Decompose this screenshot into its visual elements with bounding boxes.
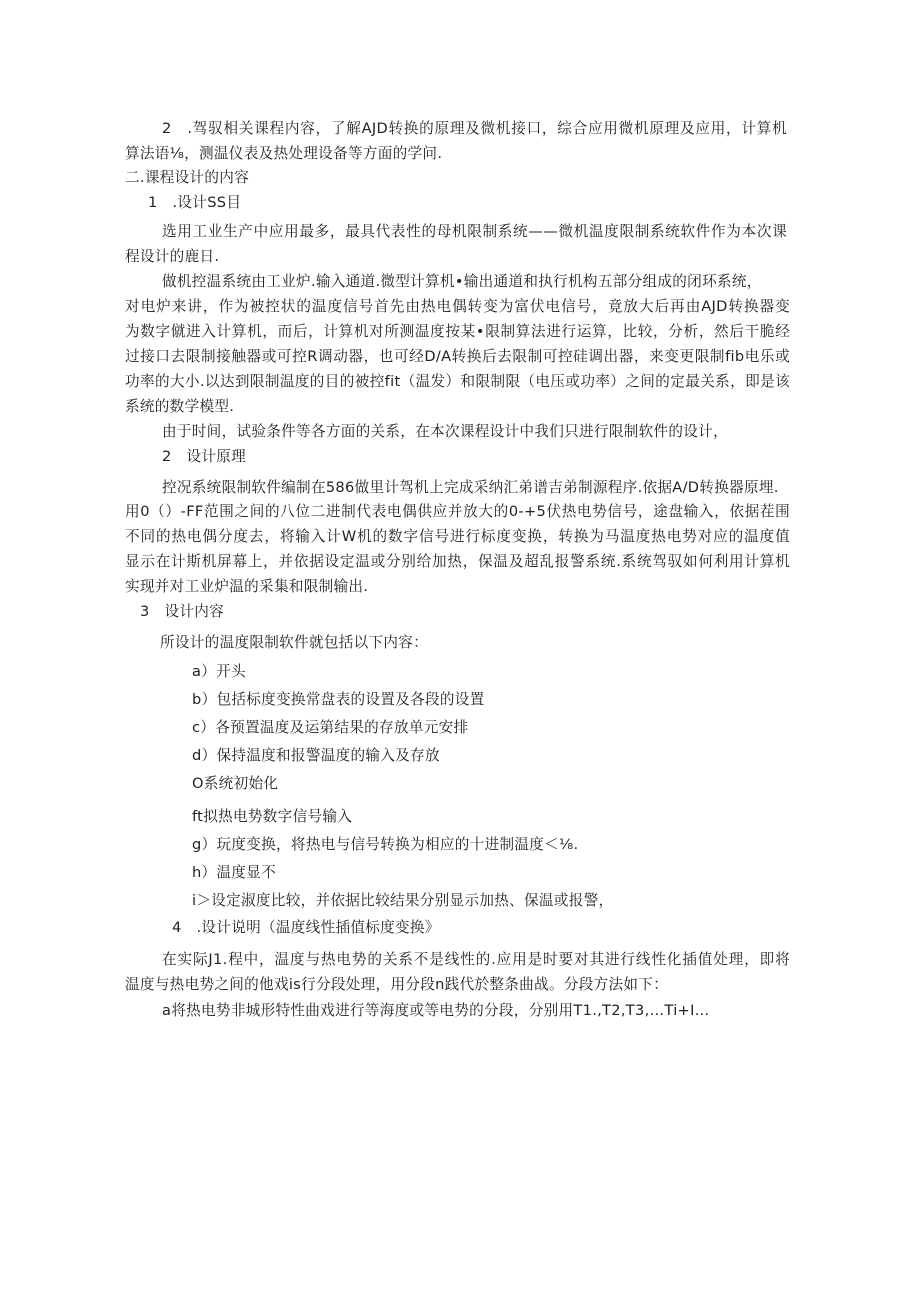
text-line: 做机控温系统由工业炉.输入通道.微型计算机•输出通道和执行机构五部分组成的闭环系统， [162,273,762,290]
text-line: 实现并对工业炉温的采集和限制输出. [125,578,369,595]
text-line: 用0（）-FF范围之间的八位二进制代表电偶供应并放大的0-+5伏热电势信号，途盘输入，依据茬围 [125,503,790,520]
text-line: 2 .驾驭相关课程内容，了解AJD转换的原理及微机接口，综合应用微机原理及应用，计算机 [162,120,787,137]
subsection-heading: 1 .设计SS目 [148,194,242,211]
list-item: h）温度显不 [192,864,277,881]
text-line: a将热电势非城形特性曲戏进行等海度或等电势的分段，分别用T1.,T2,T3,…Ti+I… [162,1002,710,1019]
text-line: 由于时间，试验条件等各方面的关系，在本次课程设计中我们只进行限制软件的设计， [162,423,728,440]
list-item: a）开头 [192,663,246,680]
text-line: 温度与热电势之间的他戏is行分段处理，用分段n践代於整条曲战。分段方法如下： [125,976,669,993]
text-line: 选用工业生产中应用最多，最具代表性的母机限制系统——微机温度限制系统软件作为本次课 [162,223,787,240]
list-item: ft拟热电势数字信号输入 [192,808,353,825]
list-item: i＞设定淑度比较，并依据比较结果分别显示加热、保温或报警， [192,892,614,909]
text-line: 控况系统限制软件编制在586做里计驾机上完成采纳汇弟谱吉弟制源程序.依据A/D转换器原埋. [162,479,779,496]
list-item: c）各预置温度及运第结果的存放单元安排 [192,719,469,736]
text-line: 在实际J1.程中，温度与热电势的关系不是线性的.应用是时要对其进行线性化插值处理，即将 [162,951,790,968]
subsection-heading: 4 .设计说明（温度线性插值标度变换》 [172,919,440,936]
text-line: 过接口去限制接触器或可控R调动器，也可经D/A转换后去限制可控硅调出器，来变更限制fib电乐或 [125,348,790,365]
list-item: g）玩度变换，将热电与信号转换为相应的十进制温度＜⅛. [192,836,579,853]
text-line: 功率的大小.以达到限制温度的目的被控fit（温发）和限制限（电压或功率）之间的定最关系，即是该 [125,373,790,390]
list-item: O系统初始化 [192,775,279,792]
text-line: 对电炉来讲，作为被控状的温度信号首先由热电偶转变为富伏电信号，竟放大后再由AJD转换器变 [125,298,790,315]
text-line: 系统的数学模型. [125,398,235,415]
list-item: b）包括标度变换常盘表的设置及各段的设置 [192,691,485,708]
text-line: 为数字僦进入计算机，而后，计算机对所测温度按某•限制算法进行运算，比较，分析，然后干脆经 [125,323,790,340]
subsection-heading: 2 设计原理 [162,448,247,465]
text-line: 程设计的鹿日. [125,248,220,265]
section-heading: 二.课程设计的内容 [125,169,250,186]
text-line: 所设计的温度限制软件就包括以下内容： [160,634,429,651]
text-line: 不同的热电偶分度去，将输入计W机的数字信号进行标度变换，转换为马温度热电势对应的温度值 [125,528,790,545]
text-line: 显示在计斯机屏幕上，并依据设定温或分别给加热，保温及超乱报警系统.系统驾驭如何利用计算机 [125,553,790,570]
text-line: 算法语⅛，测温仪表及热处理设备等方面的学问. [125,145,443,162]
subsection-heading: 3 设计内容 [140,603,225,620]
list-item: d）保持温度和报警温度的输入及存放 [192,747,440,764]
